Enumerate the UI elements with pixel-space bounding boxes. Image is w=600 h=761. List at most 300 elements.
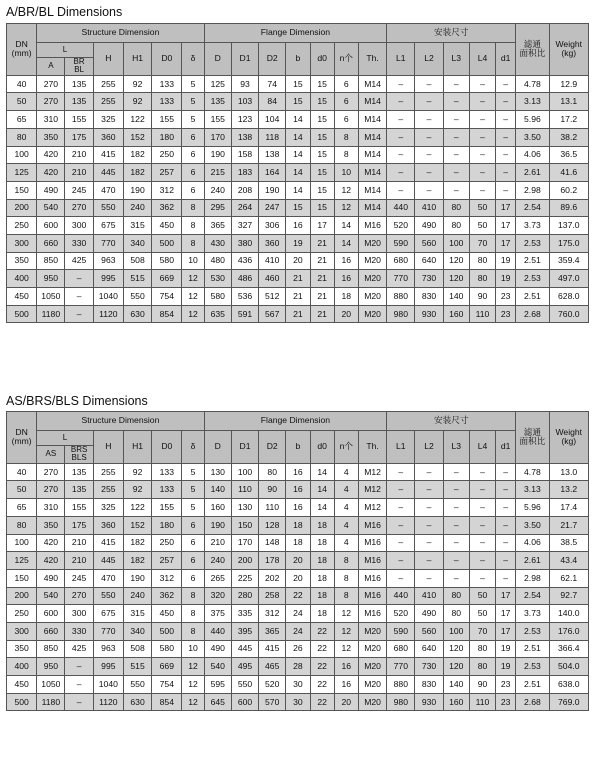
table-cell: 2.53 — [516, 658, 549, 676]
table-cell: 14 — [310, 463, 334, 481]
table-cell: 19 — [496, 270, 516, 288]
table-cell: 1050 — [37, 288, 65, 306]
table-cell: M20 — [358, 622, 386, 640]
table-cell: 560 — [415, 234, 443, 252]
table-row — [7, 75, 589, 93]
table-cell: 210 — [204, 534, 231, 552]
table-cell: 490 — [37, 569, 65, 587]
table-cell: 3.73 — [516, 217, 549, 235]
header-d0: D0 — [152, 431, 182, 464]
table-cell: 591 — [231, 305, 258, 323]
table-cell: 5.96 — [516, 499, 549, 517]
header-flange-dimension: Flange Dimension — [204, 412, 387, 431]
table-cell: 520 — [259, 676, 286, 694]
table-cell: 10 — [182, 252, 204, 270]
table-cell: 980 — [387, 693, 415, 711]
table-cell: 255 — [93, 463, 123, 481]
table-cell: 125 — [7, 552, 37, 570]
table-cell: 15 — [310, 164, 334, 182]
table-cell: – — [65, 270, 93, 288]
table-cell: 2.51 — [516, 252, 549, 270]
table-cell: 19 — [286, 234, 310, 252]
table-cell: 155 — [65, 499, 93, 517]
table-cell: 730 — [415, 270, 443, 288]
table-cell: 92 — [123, 93, 151, 111]
table-cell: – — [496, 552, 516, 570]
table-cell: 20 — [286, 569, 310, 587]
table-cell: 80 — [469, 252, 495, 270]
table-cell: 830 — [415, 288, 443, 306]
table-cell: 500 — [152, 234, 182, 252]
table-cell: 312 — [259, 605, 286, 623]
table-cell: 18 — [310, 516, 334, 534]
header-l-br-bl — [65, 58, 93, 76]
header-weight — [549, 412, 588, 464]
table-cell: 600 — [231, 693, 258, 711]
table-cell: – — [415, 111, 443, 129]
table-cell: 137.0 — [549, 217, 588, 235]
table-cell: 6 — [182, 569, 204, 587]
table-cell: – — [469, 516, 495, 534]
table-cell: 200 — [7, 587, 37, 605]
table-cell: 22 — [310, 658, 334, 676]
table-cell: M20 — [358, 305, 386, 323]
table-cell: 5 — [182, 75, 204, 93]
table-cell: 315 — [123, 217, 151, 235]
table-cell: 1120 — [93, 305, 123, 323]
table-cell: 21 — [286, 305, 310, 323]
table-cell: 995 — [93, 270, 123, 288]
table-cell: 120 — [443, 252, 469, 270]
header-l4: L4 — [469, 431, 495, 464]
table-cell: 270 — [37, 93, 65, 111]
table-cell: 306 — [259, 217, 286, 235]
table-cell: 20 — [334, 693, 358, 711]
table-cell: 21 — [310, 252, 334, 270]
header-d0: D0 — [152, 43, 182, 76]
table-cell: 14 — [310, 499, 334, 517]
table-cell: 164 — [259, 164, 286, 182]
table-cell: 330 — [65, 234, 93, 252]
table-cell: 92 — [123, 481, 151, 499]
table-cell: 18 — [310, 569, 334, 587]
table-cell: – — [496, 146, 516, 164]
table-cell: 854 — [152, 305, 182, 323]
table-cell: 12 — [182, 270, 204, 288]
header-flange-d: D — [204, 43, 231, 76]
header-flange-d2: D2 — [259, 431, 286, 464]
table-cell: 20 — [286, 252, 310, 270]
table-cell: M20 — [358, 270, 386, 288]
table-cell: – — [496, 164, 516, 182]
table-cell: 770 — [93, 622, 123, 640]
table-cell: 270 — [65, 199, 93, 217]
table-cell: 300 — [65, 605, 93, 623]
table-cell: 2.53 — [516, 270, 549, 288]
table-cell: 540 — [37, 587, 65, 605]
table-cell: 675 — [93, 605, 123, 623]
table-cell: 445 — [231, 640, 258, 658]
table-cell: 120 — [443, 270, 469, 288]
table-cell: 490 — [415, 217, 443, 235]
table-row — [7, 93, 589, 111]
table-cell: 560 — [415, 622, 443, 640]
table-cell: 120 — [443, 658, 469, 676]
table-cell: 15 — [310, 199, 334, 217]
table-cell: 335 — [231, 605, 258, 623]
table-row — [7, 128, 589, 146]
table-cell: 245 — [65, 181, 93, 199]
table-cell: 500 — [152, 622, 182, 640]
table-cell: 22 — [286, 587, 310, 605]
header-bolt-count: n个 — [334, 43, 358, 76]
table-cell: 182 — [123, 164, 151, 182]
table-cell: 225 — [231, 569, 258, 587]
table-cell: 6 — [182, 534, 204, 552]
table-cell: 133 — [152, 93, 182, 111]
table-cell: 182 — [123, 146, 151, 164]
table-cell: 550 — [93, 587, 123, 605]
header-weight-label: Weight (kg) — [555, 427, 583, 447]
table-cell: 80 — [443, 217, 469, 235]
table-cell: 2.61 — [516, 164, 549, 182]
table-cell: – — [387, 463, 415, 481]
table-cell: – — [415, 146, 443, 164]
table-cell: 182 — [123, 552, 151, 570]
header-flange-d1: D1 — [231, 43, 258, 76]
table-cell: 21 — [310, 305, 334, 323]
table-cell: 362 — [152, 587, 182, 605]
table-cell: 26 — [286, 640, 310, 658]
table-cell: 148 — [259, 534, 286, 552]
table-cell: 15 — [310, 181, 334, 199]
header-l-br-bl-label: BR BL — [73, 57, 85, 75]
table-cell: 92 — [123, 463, 151, 481]
table-cell: 6 — [334, 93, 358, 111]
table-cell: 247 — [259, 199, 286, 217]
table-cell: 21 — [286, 288, 310, 306]
table-cell: 930 — [415, 305, 443, 323]
table-cell: 135 — [65, 481, 93, 499]
table-cell: 28 — [286, 658, 310, 676]
header-b: b — [286, 431, 310, 464]
table-cell: 14 — [286, 128, 310, 146]
table-cell: 963 — [93, 252, 123, 270]
table-cell: 315 — [123, 605, 151, 623]
table-cell: – — [387, 111, 415, 129]
table-cell: 950 — [37, 658, 65, 676]
table-cell: 508 — [123, 640, 151, 658]
table-cell: 14 — [286, 164, 310, 182]
table-cell: 425 — [65, 252, 93, 270]
table-cell: 2.53 — [516, 622, 549, 640]
table-cell: 24 — [286, 605, 310, 623]
table-cell: 38.5 — [549, 534, 588, 552]
table-cell: 190 — [204, 146, 231, 164]
table-cell: 13.2 — [549, 481, 588, 499]
table-cell: 15 — [286, 93, 310, 111]
table-cell: 160 — [204, 499, 231, 517]
table-cell: 2.53 — [516, 234, 549, 252]
table-cell: 995 — [93, 658, 123, 676]
table-row — [7, 181, 589, 199]
table-cell: 80 — [7, 516, 37, 534]
table-cell: 182 — [123, 534, 151, 552]
table-cell: 122 — [123, 499, 151, 517]
table-cell: 12 — [182, 676, 204, 694]
table-row — [7, 569, 589, 587]
table-cell: 190 — [123, 181, 151, 199]
table-cell: 38.2 — [549, 128, 588, 146]
table-row — [7, 658, 589, 676]
table-cell: 183 — [231, 164, 258, 182]
header-thread: Th. — [358, 43, 386, 76]
table-cell: – — [496, 463, 516, 481]
table-cell: 360 — [259, 234, 286, 252]
header-flange-d1: D1 — [231, 431, 258, 464]
table-cell: 495 — [231, 658, 258, 676]
table-cell: 23 — [496, 676, 516, 694]
table-cell: 440 — [387, 199, 415, 217]
table-cell: M12 — [358, 499, 386, 517]
table-cell: 90 — [469, 676, 495, 694]
table-cell: 250 — [152, 146, 182, 164]
table-cell: 4.06 — [516, 146, 549, 164]
table-cell: 6 — [182, 164, 204, 182]
header-install-dimension: 安装尺寸 — [387, 412, 516, 431]
table-cell: 20 — [334, 305, 358, 323]
table-cell: 21 — [310, 288, 334, 306]
table-cell: 3.50 — [516, 128, 549, 146]
table-cell: 6 — [334, 75, 358, 93]
table-cell: – — [496, 93, 516, 111]
table-cell: 19 — [496, 252, 516, 270]
table-cell: M14 — [358, 75, 386, 93]
table-row — [7, 605, 589, 623]
table-cell: 669 — [152, 270, 182, 288]
table-cell: 770 — [93, 234, 123, 252]
table-cell: 135 — [65, 75, 93, 93]
table-cell: – — [443, 534, 469, 552]
table-cell: M12 — [358, 481, 386, 499]
table-cell: – — [387, 481, 415, 499]
table-cell: – — [443, 552, 469, 570]
table-cell: 18 — [310, 587, 334, 605]
table-cell: 104 — [259, 111, 286, 129]
table-cell: 330 — [65, 622, 93, 640]
table-cell: – — [496, 569, 516, 587]
table-cell: 580 — [204, 288, 231, 306]
table-cell: 140 — [204, 481, 231, 499]
table-cell: 450 — [152, 605, 182, 623]
table-cell: 635 — [204, 305, 231, 323]
table-cell: M20 — [358, 288, 386, 306]
table-row — [7, 640, 589, 658]
table-cell: 450 — [7, 288, 37, 306]
table-cell: 178 — [259, 552, 286, 570]
table-cell: 30 — [286, 676, 310, 694]
table-cell: 150 — [231, 516, 258, 534]
table-cell: 450 — [7, 676, 37, 694]
header-h: H — [93, 431, 123, 464]
header-l: L — [37, 43, 93, 58]
table-cell: 80 — [443, 587, 469, 605]
header-l-as: AS — [37, 446, 65, 464]
table-cell: 470 — [93, 181, 123, 199]
table-cell: – — [387, 534, 415, 552]
table-cell: 50 — [469, 199, 495, 217]
table-cell: M14 — [358, 146, 386, 164]
table-cell: 270 — [37, 75, 65, 93]
table-cell: 50 — [7, 481, 37, 499]
table-cell: 410 — [415, 587, 443, 605]
header-l: L — [37, 431, 93, 446]
table-cell: 200 — [7, 199, 37, 217]
table-cell: M14 — [358, 181, 386, 199]
table-cell: 90 — [259, 481, 286, 499]
table-row — [7, 587, 589, 605]
table-cell: 240 — [204, 552, 231, 570]
table-row — [7, 252, 589, 270]
table-cell: 359.4 — [549, 252, 588, 270]
table-cell: 21 — [310, 270, 334, 288]
table-cell: 850 — [37, 640, 65, 658]
table-cell: 118 — [259, 128, 286, 146]
table-cell: 327 — [231, 217, 258, 235]
table-cell: 12 — [334, 640, 358, 658]
table-cell: 590 — [387, 622, 415, 640]
table-cell: 3.13 — [516, 481, 549, 499]
table-cell: – — [387, 146, 415, 164]
table-cell: 21 — [286, 270, 310, 288]
table-row — [7, 288, 589, 306]
table-cell: 40 — [7, 463, 37, 481]
table-cell: 17.2 — [549, 111, 588, 129]
table-cell: – — [443, 75, 469, 93]
table-row — [7, 217, 589, 235]
table-cell: 255 — [93, 481, 123, 499]
table-cell: 18 — [286, 516, 310, 534]
table-cell: 2.51 — [516, 640, 549, 658]
table-cell: M14 — [358, 111, 386, 129]
table-cell: 5.96 — [516, 111, 549, 129]
table-cell: 14 — [310, 481, 334, 499]
table-cell: – — [415, 93, 443, 111]
table-cell: 100 — [443, 622, 469, 640]
table-cell: 500 — [7, 305, 37, 323]
table-cell: 8 — [334, 569, 358, 587]
table-cell: 362 — [152, 199, 182, 217]
table-cell: 200 — [231, 552, 258, 570]
table-cell: 41.6 — [549, 164, 588, 182]
table-cell: 4.06 — [516, 534, 549, 552]
table-cell: 210 — [65, 534, 93, 552]
header-l2: L2 — [415, 43, 443, 76]
table-cell: 2.54 — [516, 587, 549, 605]
table-cell: 12 — [334, 622, 358, 640]
table-cell: – — [415, 164, 443, 182]
header-l-a: A — [37, 58, 65, 76]
table-cell: 100 — [443, 234, 469, 252]
table-cell: 100 — [231, 463, 258, 481]
dimension-table-2 — [6, 411, 589, 711]
table-cell: – — [415, 75, 443, 93]
table-cell: – — [415, 128, 443, 146]
table-cell: 135 — [65, 93, 93, 111]
header-h1: H1 — [123, 43, 151, 76]
table-cell: 930 — [415, 693, 443, 711]
table-cell: 754 — [152, 288, 182, 306]
table-cell: 540 — [204, 658, 231, 676]
table-cell: 850 — [37, 252, 65, 270]
table-cell: 415 — [259, 640, 286, 658]
table-cell: 8 — [334, 146, 358, 164]
table-cell: 8 — [182, 234, 204, 252]
table-cell: 133 — [152, 481, 182, 499]
table-cell: 4.78 — [516, 75, 549, 93]
table-row — [7, 305, 589, 323]
table-cell: 2.54 — [516, 199, 549, 217]
table-cell: 15 — [310, 75, 334, 93]
table-cell: 245 — [65, 569, 93, 587]
table-cell: 18 — [286, 534, 310, 552]
table-cell: 12 — [334, 605, 358, 623]
table-cell: 8 — [334, 552, 358, 570]
table-cell: 15 — [310, 146, 334, 164]
table-row — [7, 164, 589, 182]
header-delta: δ — [182, 431, 204, 464]
header-dn-label: DN (mm) — [11, 39, 32, 59]
table-cell: – — [469, 481, 495, 499]
table-cell: 140 — [443, 676, 469, 694]
header-filter-ratio — [516, 412, 549, 464]
table-cell: 638.0 — [549, 676, 588, 694]
table-cell: M14 — [358, 93, 386, 111]
table-cell: 92.7 — [549, 587, 588, 605]
table-cell: 215 — [204, 164, 231, 182]
table-row — [7, 234, 589, 252]
table-cell: M14 — [358, 199, 386, 217]
table-cell: 436 — [231, 252, 258, 270]
header-l3: L3 — [443, 431, 469, 464]
table-cell: 80 — [7, 128, 37, 146]
table-cell: 515 — [123, 658, 151, 676]
table-cell: 5 — [182, 481, 204, 499]
table-cell: M12 — [358, 463, 386, 481]
table-cell: 50 — [469, 605, 495, 623]
table-cell: 300 — [7, 234, 37, 252]
table-cell: 5 — [182, 93, 204, 111]
table-row — [7, 146, 589, 164]
table-cell: – — [496, 481, 516, 499]
table-cell: 155 — [204, 111, 231, 129]
header-bolt-count: n个 — [334, 431, 358, 464]
table-cell: 265 — [204, 569, 231, 587]
table-cell: 8 — [182, 587, 204, 605]
table-cell: 325 — [93, 499, 123, 517]
table-cell: 20 — [286, 552, 310, 570]
table-cell: 530 — [204, 270, 231, 288]
table-cell: 660 — [37, 622, 65, 640]
table-cell: 70 — [469, 234, 495, 252]
table-cell: – — [469, 111, 495, 129]
table-cell: 133 — [152, 75, 182, 93]
table-cell: 18 — [310, 605, 334, 623]
table-cell: 125 — [7, 164, 37, 182]
table-cell: – — [415, 516, 443, 534]
table-cell: – — [387, 552, 415, 570]
table-cell: 854 — [152, 693, 182, 711]
